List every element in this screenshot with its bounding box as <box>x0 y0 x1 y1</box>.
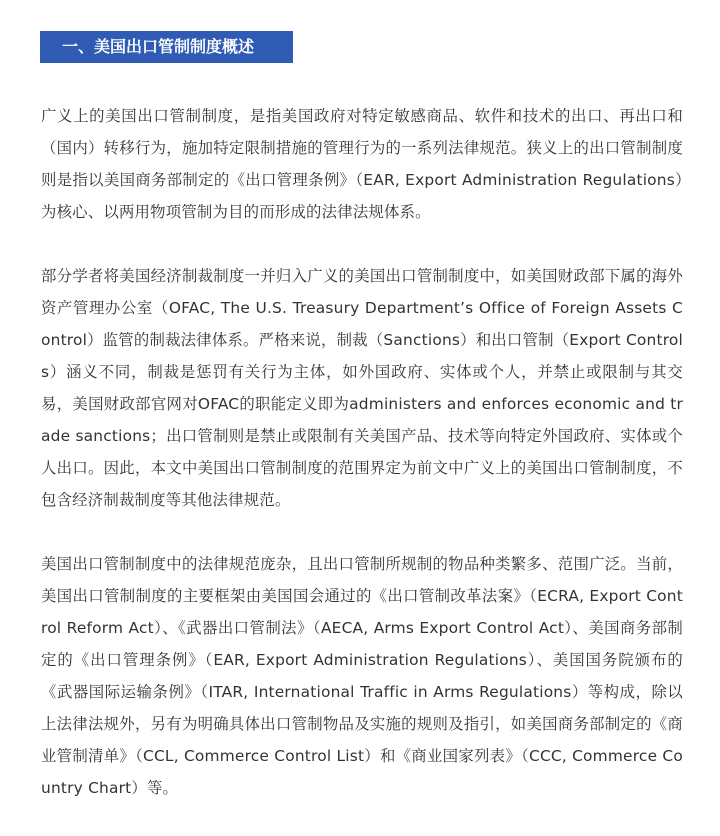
article-body <box>41 100 683 836</box>
section-title: 一、美国出口管制制度概述 <box>40 31 293 63</box>
paragraph-definition: 广义上的美国出口管制制度，是指美国政府对特定敏感商品、软件和技术的出口、再出口和（国内）转移行为，施加特定限制措施的管理行为的一系列法律规范。狭义上的出口管制制度则是指以美国商务部制定的《出口管理条例》（EAR, Export Administration Regulations）为核心、以两用物项管制为目的而形成的法律法规体系。 <box>41 107 683 221</box>
paragraph-framework: 美国出口管制制度中的法律规范庞杂，且出口管制所规制的物品种类繁多、范围广泛。当前，美国出口管制制度的主要框架由美国国会通过的《出口管制改革法案》（ECRA, Export Control Reform Act）、《武器出口管制法》（AECA, Arms Export Control Act）、美国商务部制定的《出口管理条例》（EAR, Export Administration Regulations）、美国国务院颁布的《武器国际运输条例》（ITAR, International Traffic in Arms Regulations）等构成，除以上法律法规外，另有为明确具体出口管制物品及实施的规则及指引，如美国商务部制定的《商业管制清单》（CCL, Commerce Control List）和《商业国家列表》（CCC, Commerce Country Chart）等。 <box>41 555 683 797</box>
paragraph-sanctions: 部分学者将美国经济制裁制度一并归入广义的美国出口管制制度中，如美国财政部下属的海外资产管理办公室（OFAC, The U.S. Treasury Department’s Office of Foreign Assets Control）监管的制裁法律体系。严格来说，制裁（Sanctions）和出口管制（Export Controls）涵义不同，制裁是惩罚有关行为主体，如外国政府、实体或个人，并禁止或限制与其交易，美国财政部官网对OFAC的职能定义即为administers and enforces economic and trade sanctions；出口管制则是禁止或限制有关美国产品、技术等向特定外国政府、实体或个人出口。因此，本文中美国出口管制制度的范围界定为前文中广义上的美国出口管制制度，不包含经济制裁制度等其他法律规范。 <box>41 267 683 509</box>
